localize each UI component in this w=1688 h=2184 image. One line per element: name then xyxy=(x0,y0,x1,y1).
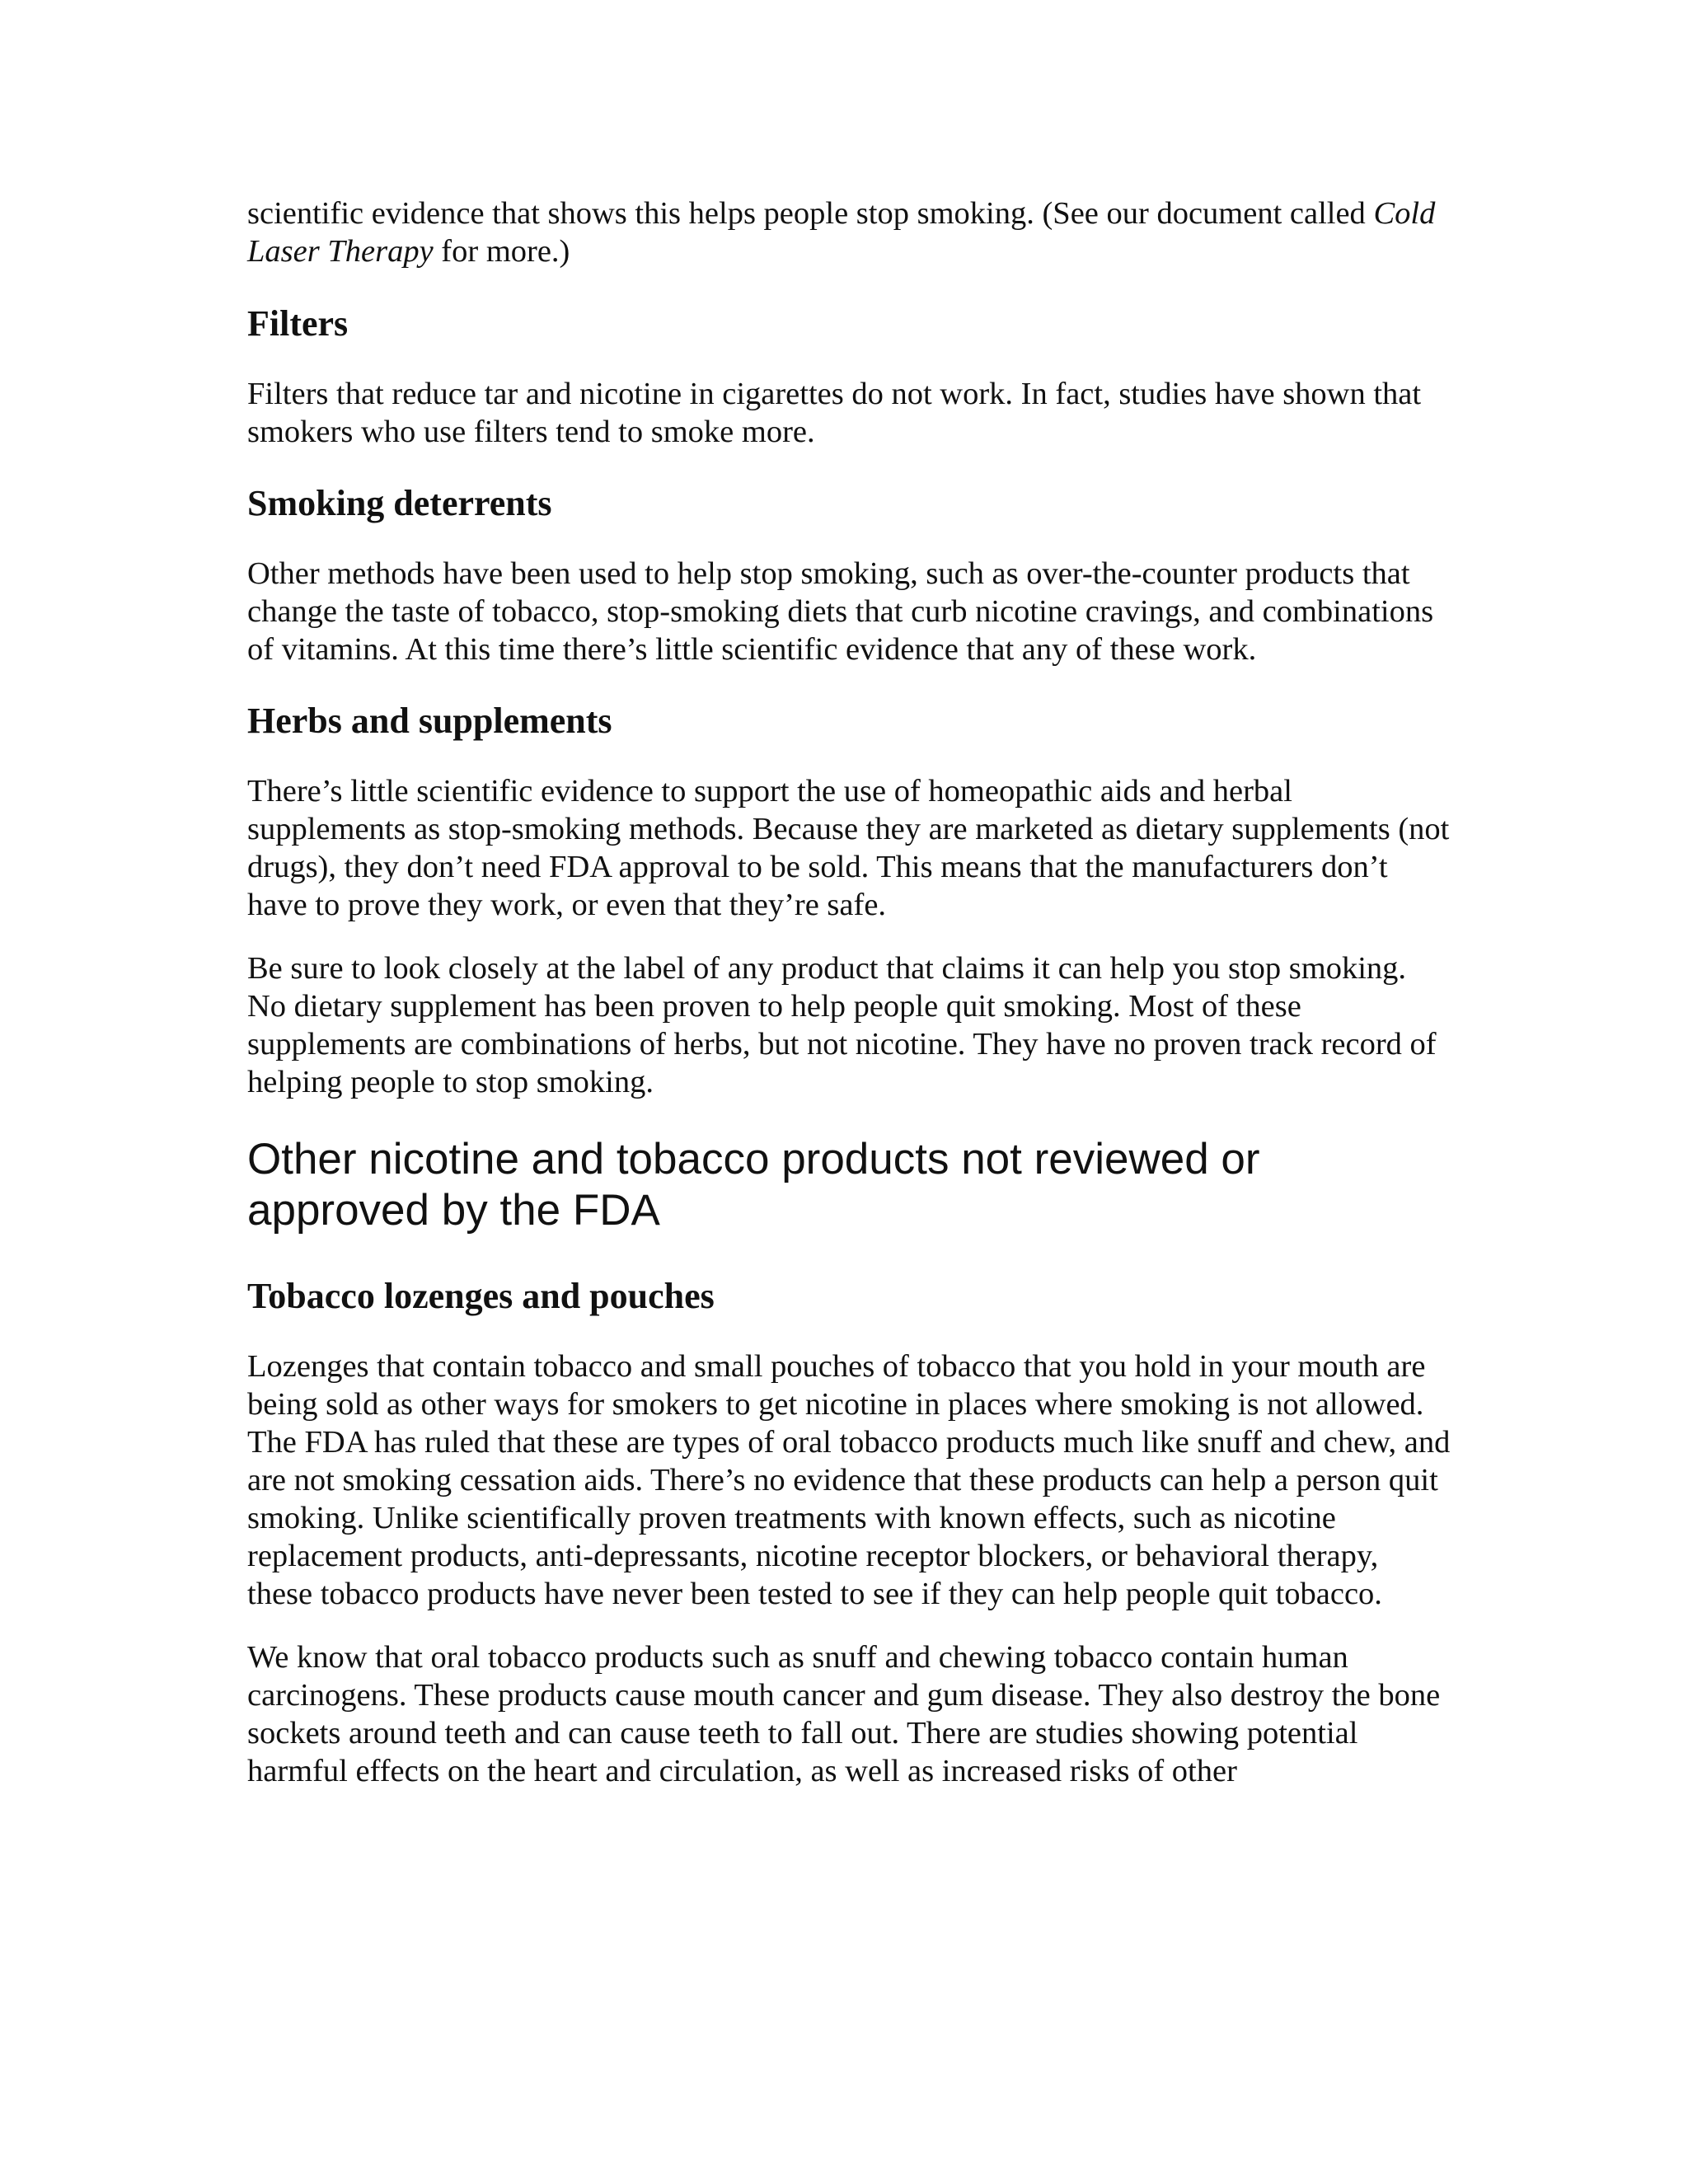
intro-text: scientific evidence that shows this helps people stop smoking. (See our document called xyxy=(247,196,1374,231)
heading-filters: Filters xyxy=(247,303,349,344)
intro-paragraph xyxy=(247,194,1451,270)
paragraph-filters: Filters that reduce tar and nicotine in cigarettes do not work. In fact, studies have shown that smokers who use filters tend to smoke more. xyxy=(247,377,1422,449)
heading-smoking-deterrents: Smoking deterrents xyxy=(247,483,552,523)
document-title-reference: Cold Laser Therapy xyxy=(247,196,1436,269)
paragraph-herbs-2: Be sure to look closely at the label of any product that claims it can help you stop smoking. No dietary supplement has been proven to help people quit smoking. Most of these supplements are combinations of herbs, but not nicotine. They have no proven track record of helping people to stop smoking. xyxy=(247,951,1437,1099)
document-page xyxy=(247,194,1451,1816)
paragraph-lozenges-2: We know that oral tobacco products such as snuff and chewing tobacco contain human carcinogens. These products cause mouth cancer and gum disease. They also destroy the bone sockets around teeth and can cause teeth to fall out. There are studies showing potential harmful effects on the heart and circulation, as well as increased risks of other xyxy=(247,1640,1441,1788)
heading-tobacco-lozenges: Tobacco lozenges and pouches xyxy=(247,1276,715,1316)
section-heading-other-products: Other nicotine and tobacco products not reviewed or approved by the FDA xyxy=(247,1135,1260,1235)
heading-herbs-supplements: Herbs and supplements xyxy=(247,701,612,741)
paragraph-herbs-1: There’s little scientific evidence to support the use of homeopathic aids and herbal supplements as stop-smoking methods. Because they are marketed as dietary supplements (not drugs), they don’t need FDA approval to be sold. This means that the manufacturers don’t have to prove they work, or even that they’re safe. xyxy=(247,774,1450,922)
paragraph-lozenges-1: Lozenges that contain tobacco and small pouches of tobacco that you hold in your mouth are being sold as other ways for smokers to get nicotine in places where smoking is not allowed. The FDA has ruled that these are types of oral tobacco products much like snuff and chew, and are not smoking cessation aids. There’s no evidence that these products can help a person quit smoking. Unlike scientifically proven treatments with known effects, such as nicotine replacement products, anti-depressants, nicotine receptor blockers, or behavioral therapy, these tobacco products have never been tested to see if they can help people quit tobacco. xyxy=(247,1349,1451,1611)
intro-text-end: for more.) xyxy=(433,234,570,269)
paragraph-smoking-deterrents: Other methods have been used to help stop smoking, such as over-the-counter products that change the taste of tobacco, stop-smoking diets that curb nicotine cravings, and combinations of vitamins. At this time there’s little scientific evidence that any of these work. xyxy=(247,556,1434,667)
